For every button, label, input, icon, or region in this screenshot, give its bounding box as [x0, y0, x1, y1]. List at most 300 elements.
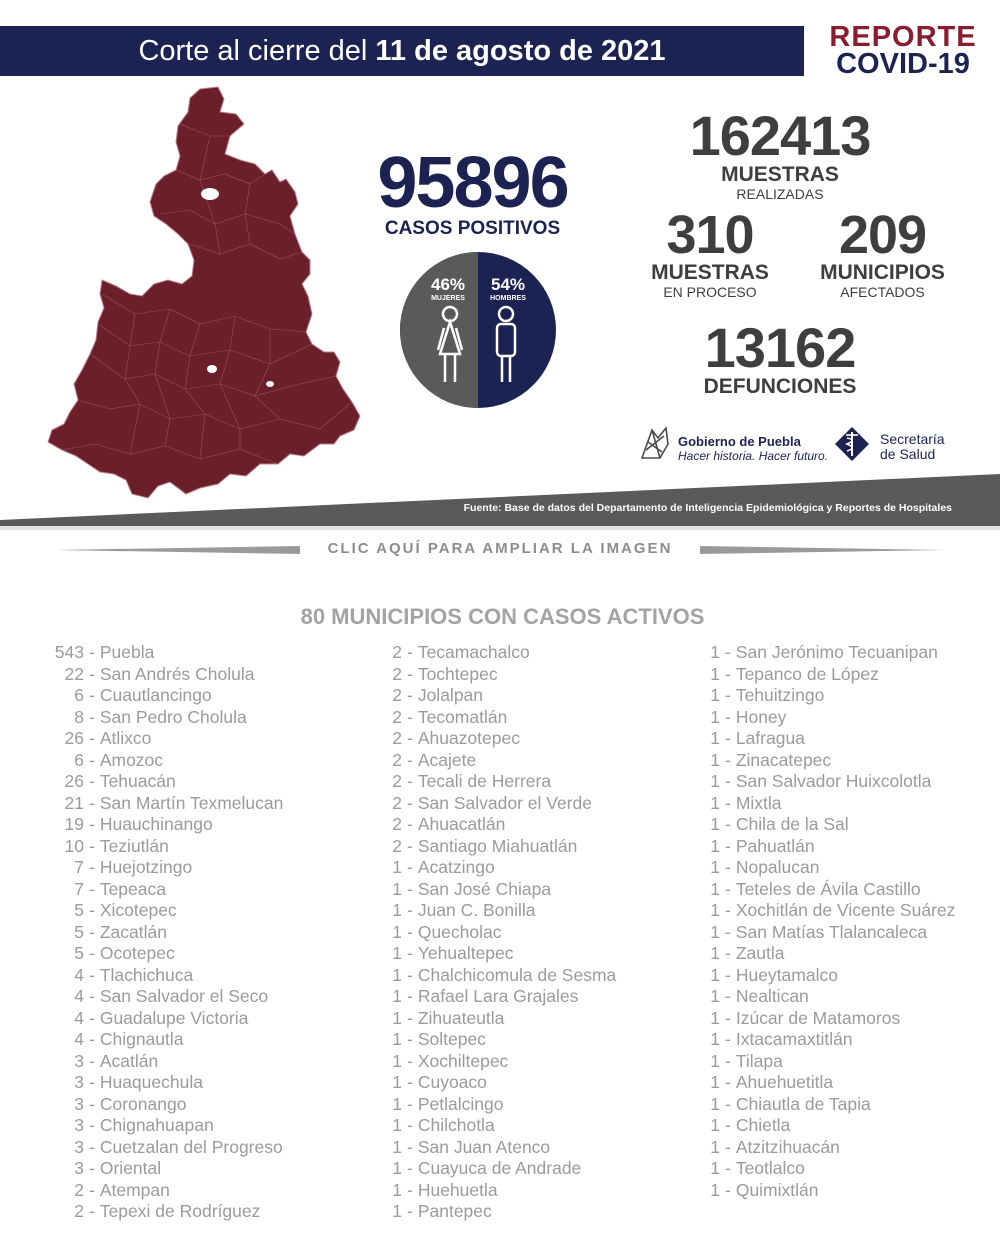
separator-dash: -: [407, 857, 413, 877]
municipality-name: San Martín Texmelucan: [99, 792, 284, 813]
active-cases-count: 1: [392, 900, 402, 920]
separator-dash: -: [89, 1179, 95, 1200]
health-line2: de Salud: [880, 446, 936, 462]
separator-dash: -: [89, 814, 95, 834]
separator-dash: -: [725, 964, 731, 985]
active-cases-count: 3: [74, 1158, 84, 1178]
enlarge-image-link[interactable]: CLIC AQUÍ PARA AMPLIAR LA IMAGEN: [327, 540, 673, 557]
municipality-row: [690, 900, 955, 922]
active-cases-count: 1: [710, 1115, 720, 1135]
active-cases-count: 1: [392, 921, 402, 942]
municipality-name: Tecomatlán: [417, 706, 508, 727]
in-process-value: 310: [666, 205, 754, 265]
active-cases-count: 19: [64, 814, 84, 834]
separator-dash: -: [725, 1093, 731, 1114]
separator-dash: -: [89, 1158, 95, 1178]
municipality-row: [690, 1158, 955, 1180]
municipality-name: Zautla: [735, 943, 785, 963]
active-cases-count: 7: [74, 878, 84, 899]
active-cases-count: 1: [710, 771, 720, 791]
municipality-row: [690, 1115, 955, 1137]
in-process-stat: [630, 205, 790, 300]
municipality-row: [48, 836, 283, 858]
municipality-row: [48, 1201, 283, 1223]
report-date: 11 de agosto de 2021: [375, 35, 666, 67]
in-process-sub: EN PROCESO: [663, 284, 757, 300]
municipalities-stat: [800, 205, 965, 300]
municipality-name: Ahuacatlán: [417, 814, 506, 834]
active-cases-count: 4: [74, 964, 84, 985]
municipality-name: Tepexi de Rodríguez: [99, 1201, 261, 1221]
separator-dash: -: [725, 1007, 731, 1028]
separator-dash: -: [407, 878, 413, 899]
separator-dash: -: [407, 943, 413, 963]
municipality-name: Ocotepec: [99, 943, 175, 963]
deaths-value: 13162: [704, 316, 856, 379]
municipality-row: [372, 900, 616, 922]
positive-cases-label: CASOS POSITIVOS: [384, 218, 561, 239]
municipality-name: San Salvador Huixcolotla: [735, 771, 932, 791]
separator-dash: -: [407, 706, 413, 727]
municipality-name: Rafael Lara Grajales: [417, 986, 579, 1006]
separator-dash: -: [89, 900, 95, 920]
municipality-name: Quecholac: [417, 921, 502, 942]
municipalities-sub: AFECTADOS: [840, 284, 925, 300]
active-cases-count: 1: [710, 878, 720, 899]
municipality-row: [372, 1051, 616, 1073]
municipality-name: San Andrés Cholula: [99, 663, 255, 684]
active-cases-count: 4: [74, 986, 84, 1006]
active-cases-count: 22: [64, 663, 84, 684]
active-cases-count: 3: [74, 1136, 84, 1157]
municipality-name: Nealtican: [735, 986, 809, 1006]
separator-dash: -: [407, 771, 413, 791]
municipality-name: Cuyoaco: [417, 1072, 487, 1092]
separator-dash: -: [725, 1158, 731, 1178]
municipality-row: [690, 750, 955, 772]
separator-dash: -: [725, 1050, 731, 1071]
separator-dash: -: [407, 1158, 413, 1178]
separator-dash: -: [725, 728, 731, 748]
separator-dash: -: [725, 857, 731, 877]
active-cases-count: 4: [74, 1029, 84, 1049]
separator-dash: -: [407, 1029, 413, 1049]
municipality-row: [48, 879, 283, 901]
separator-dash: -: [89, 771, 95, 791]
municipality-row: [372, 1072, 616, 1094]
separator-dash: -: [725, 943, 731, 963]
municipality-name: Ixtacamaxtitlán: [735, 1029, 853, 1049]
municipality-row: [372, 1115, 616, 1137]
active-cases-count: 2: [392, 663, 402, 684]
positive-cases-value: 95896: [377, 143, 568, 223]
positive-cases: [340, 143, 605, 240]
municipality-row: [690, 1008, 955, 1030]
separator-dash: -: [407, 835, 413, 856]
municipality-name: Mixtla: [735, 792, 782, 813]
active-cases-count: 1: [710, 1029, 720, 1049]
separator-dash: -: [407, 1072, 413, 1092]
separator-dash: -: [89, 663, 95, 684]
municipality-row: [372, 1008, 616, 1030]
municipality-name: Petlalcingo: [417, 1093, 504, 1114]
active-cases-count: 1: [710, 1007, 720, 1028]
active-cases-count: 1: [710, 900, 720, 920]
municipality-row: [372, 879, 616, 901]
municipality-row: [48, 1072, 283, 1094]
municipality-name: Zihuateutla: [417, 1007, 505, 1028]
samples-sub: REALIZADAS: [736, 186, 824, 202]
municipality-column-2: [372, 642, 616, 1223]
municipality-row: [48, 1180, 283, 1202]
separator-dash: -: [407, 642, 413, 662]
separator-dash: -: [407, 1007, 413, 1028]
active-cases-count: 1: [392, 964, 402, 985]
municipality-name: San Matías Tlalancaleca: [735, 921, 928, 942]
active-cases-count: 1: [392, 943, 402, 963]
separator-dash: -: [407, 986, 413, 1006]
municipality-row: [48, 1051, 283, 1073]
municipality-row: [48, 750, 283, 772]
active-cases-count: 1: [710, 663, 720, 684]
municipality-name: Tlachichuca: [99, 964, 194, 985]
active-cases-count: 10: [64, 835, 84, 856]
separator-dash: -: [725, 900, 731, 920]
municipality-name: Soltepec: [417, 1029, 486, 1049]
active-cases-count: 1: [392, 1158, 402, 1178]
samples-value: 162413: [689, 104, 871, 167]
active-cases-count: 26: [64, 771, 84, 791]
separator-dash: -: [407, 1115, 413, 1135]
active-cases-count: 2: [392, 706, 402, 727]
active-cases-count: 1: [710, 792, 720, 813]
separator-dash: -: [89, 835, 95, 856]
municipality-row: [372, 922, 616, 944]
municipality-row: [372, 771, 616, 793]
municipality-row: [48, 1008, 283, 1030]
municipality-name: Xicotepec: [99, 900, 177, 920]
active-cases-count: 3: [74, 1093, 84, 1114]
municipality-row: [48, 728, 283, 750]
active-cases-count: 2: [392, 749, 402, 770]
municipality-row: [690, 1029, 955, 1051]
separator-dash: -: [725, 1136, 731, 1157]
municipality-row: [372, 1180, 616, 1202]
municipality-name: Honey: [735, 706, 787, 727]
municipality-name: Santiago Miahuatlán: [417, 835, 578, 856]
active-cases-count: 1: [710, 728, 720, 748]
samples-label: MUESTRAS: [721, 163, 839, 186]
municipality-name: San Jerónimo Tecuanipan: [735, 642, 938, 662]
separator-dash: -: [89, 1201, 95, 1221]
health-caduceus-icon: [834, 426, 870, 462]
active-cases-count: 2: [392, 792, 402, 813]
municipality-name: Atempan: [99, 1179, 170, 1200]
active-cases-count: 3: [74, 1050, 84, 1071]
municipality-row: [690, 664, 955, 686]
municipality-name: Amozoc: [99, 749, 164, 770]
active-cases-count: 1: [392, 878, 402, 899]
in-process-label: MUESTRAS: [651, 261, 769, 284]
municipality-name: San José Chiapa: [417, 878, 552, 899]
active-cases-count: 1: [710, 706, 720, 727]
municipality-row: [372, 1094, 616, 1116]
municipality-name: Chiautla de Tapia: [735, 1093, 871, 1114]
active-cases-count: 2: [74, 1201, 84, 1221]
municipality-row: [48, 664, 283, 686]
municipality-name: Quimixtlán: [735, 1179, 819, 1200]
active-cases-count: 26: [64, 728, 84, 748]
active-cases-count: 1: [392, 1136, 402, 1157]
municipality-name: Acatzingo: [417, 857, 495, 877]
municipality-row: [48, 986, 283, 1008]
municipality-row: [372, 707, 616, 729]
municipality-row: [690, 965, 955, 987]
separator-dash: -: [725, 921, 731, 942]
active-cases-count: 2: [392, 771, 402, 791]
active-cases-count: 5: [74, 900, 84, 920]
municipality-row: [372, 1201, 616, 1223]
municipality-name: Cuetzalan del Progreso: [99, 1136, 283, 1157]
separator-dash: -: [89, 1136, 95, 1157]
separator-dash: -: [89, 749, 95, 770]
separator-dash: -: [407, 1093, 413, 1114]
active-cases-count: 1: [710, 1136, 720, 1157]
separator-dash: -: [725, 749, 731, 770]
active-cases-count: 1: [710, 1093, 720, 1114]
municipality-name: Acajete: [417, 749, 477, 770]
separator-dash: -: [407, 663, 413, 684]
separator-dash: -: [725, 1029, 731, 1049]
active-cases-count: 1: [392, 1007, 402, 1028]
separator-dash: -: [407, 728, 413, 748]
active-cases-count: 1: [392, 986, 402, 1006]
separator-dash: -: [407, 749, 413, 770]
municipality-name: Huauchinango: [99, 814, 213, 834]
active-cases-count: 1: [710, 1179, 720, 1200]
municipality-name: Coronango: [99, 1093, 187, 1114]
men-label: HOMBRES: [490, 295, 526, 302]
municipality-row: [690, 879, 955, 901]
municipality-name: Teziutlán: [99, 835, 169, 856]
separator-dash: -: [725, 1072, 731, 1092]
municipality-name: Pahuatlán: [735, 835, 815, 856]
active-cases-count: 1: [392, 1029, 402, 1049]
separator-dash: -: [407, 1136, 413, 1157]
active-cases-count: 5: [74, 921, 84, 942]
active-cases-count: 4: [74, 1007, 84, 1028]
active-cases-count: 1: [710, 921, 720, 942]
active-cases-count: 1: [710, 642, 720, 662]
separator-dash: -: [407, 1179, 413, 1200]
separator-dash: -: [89, 878, 95, 899]
gender-split-chart: [398, 250, 558, 410]
active-cases-count: 1: [392, 1179, 402, 1200]
separator-dash: -: [407, 792, 413, 813]
municipality-name: Tochtepec: [417, 663, 498, 684]
municipality-row: [690, 728, 955, 750]
municipality-row: [48, 707, 283, 729]
active-cases-count: 5: [74, 943, 84, 963]
active-cases-count: 1: [392, 1115, 402, 1135]
municipality-row: [690, 836, 955, 858]
separator-dash: -: [407, 814, 413, 834]
municipality-name: Atzitzihuacán: [735, 1136, 840, 1157]
women-label: MUJERES: [431, 295, 465, 302]
separator-dash: -: [89, 792, 95, 813]
active-cases-count: 1: [392, 1050, 402, 1071]
municipality-row: [690, 793, 955, 815]
municipality-row: [48, 900, 283, 922]
separator-dash: -: [725, 835, 731, 856]
separator-dash: -: [89, 642, 95, 662]
municipality-row: [372, 1158, 616, 1180]
municipality-name: Chilchotla: [417, 1115, 495, 1135]
municipality-row: [690, 1094, 955, 1116]
municipality-name: Pantepec: [417, 1201, 492, 1221]
separator-dash: -: [89, 1072, 95, 1092]
separator-dash: -: [407, 964, 413, 985]
gov-slogan: Hacer historia. Hacer futuro.: [678, 449, 829, 463]
active-cases-count: 1: [710, 1050, 720, 1071]
municipality-name: Acatlán: [99, 1050, 159, 1071]
health-line1: Secretaría: [880, 431, 945, 447]
municipality-name: Huaquechula: [99, 1072, 203, 1092]
active-cases-count: 1: [710, 685, 720, 705]
municipality-row: [372, 664, 616, 686]
active-cases-count: 1: [392, 857, 402, 877]
municipality-name: Huehuetla: [417, 1179, 498, 1200]
municipality-row: [48, 1137, 283, 1159]
municipality-row: [48, 1094, 283, 1116]
active-cases-count: 1: [710, 964, 720, 985]
separator-dash: -: [725, 685, 731, 705]
municipality-row: [690, 922, 955, 944]
active-cases-count: 2: [74, 1179, 84, 1200]
report-title-line1: REPORTE: [829, 21, 977, 53]
active-cases-count: 2: [392, 814, 402, 834]
municipality-name: San Salvador el Seco: [99, 986, 269, 1006]
municipality-name: Zacatlán: [99, 921, 167, 942]
report-title-line2: COVID-19: [836, 48, 970, 80]
municipality-name: San Salvador el Verde: [417, 792, 592, 813]
active-cases-count: 2: [392, 728, 402, 748]
municipality-row: [48, 1158, 283, 1180]
municipality-name: Jolalpan: [417, 685, 484, 705]
municipality-row: [48, 814, 283, 836]
active-cases-count: 21: [64, 792, 84, 813]
municipality-name: Tecali de Herrera: [417, 771, 552, 791]
municipality-row: [48, 857, 283, 879]
municipality-row: [372, 642, 616, 664]
municipality-row: [372, 943, 616, 965]
active-cases-count: 2: [392, 835, 402, 856]
active-cases-count: 3: [74, 1115, 84, 1135]
municipality-row: [690, 771, 955, 793]
separator-dash: -: [89, 921, 95, 942]
municipalities-value: 209: [838, 205, 927, 265]
municipality-row: [690, 707, 955, 729]
municipality-row: [372, 814, 616, 836]
municipality-column-3: [690, 642, 955, 1201]
municipality-name: Tehuitzingo: [735, 685, 825, 705]
municipality-name: Huejotzingo: [99, 857, 193, 877]
municipality-name: Chietla: [735, 1115, 791, 1135]
gobierno-puebla-emblem-icon: [638, 424, 672, 462]
municipality-row: [690, 814, 955, 836]
active-cases-count: 8: [74, 706, 84, 727]
active-cases-count: 1: [710, 943, 720, 963]
separator-dash: -: [89, 986, 95, 1006]
separator-dash: -: [89, 857, 95, 877]
deaths-stat: [680, 316, 880, 398]
separator-dash: -: [89, 728, 95, 748]
separator-dash: -: [89, 1029, 95, 1049]
active-cases-count: 2: [392, 642, 402, 662]
municipality-name: Chignahuapan: [99, 1115, 214, 1135]
municipality-name: San Juan Atenco: [417, 1136, 551, 1157]
active-cases-count: 543: [54, 642, 84, 662]
municipality-name: Tecamachalco: [417, 642, 530, 662]
active-cases-count: 1: [710, 857, 720, 877]
municipality-row: [48, 922, 283, 944]
municipality-name: Hueytamalco: [735, 964, 838, 985]
municipality-row: [690, 943, 955, 965]
separator-dash: -: [89, 943, 95, 963]
active-cases-count: 1: [710, 1158, 720, 1178]
separator-dash: -: [89, 706, 95, 727]
municipality-row: [690, 1072, 955, 1094]
separator-dash: -: [89, 1115, 95, 1135]
municipality-row: [690, 642, 955, 664]
municipality-name: Xochitlán de Vicente Suárez: [735, 900, 956, 920]
municipality-name: Chila de la Sal: [735, 814, 849, 834]
separator-dash: -: [725, 663, 731, 684]
municipality-row: [690, 986, 955, 1008]
municipality-name: Chignautla: [99, 1029, 184, 1049]
municipality-row: [372, 685, 616, 707]
active-cases-count: 1: [710, 1072, 720, 1092]
municipality-row: [372, 750, 616, 772]
municipality-row: [372, 728, 616, 750]
separator-dash: -: [89, 964, 95, 985]
municipality-name: Zinacatepec: [735, 749, 832, 770]
municipality-row: [48, 793, 283, 815]
municipality-name: Xochiltepec: [417, 1050, 509, 1071]
municipality-row: [372, 965, 616, 987]
municipality-name: Atlixco: [99, 728, 152, 748]
municipality-row: [690, 1051, 955, 1073]
active-cases-count: 1: [710, 835, 720, 856]
municipality-name: Ahuehuetitla: [735, 1072, 834, 1092]
active-cases-count: 6: [74, 749, 84, 770]
municipality-name: Cuayuca de Andrade: [417, 1158, 582, 1178]
separator-dash: -: [725, 1179, 731, 1200]
municipality-name: Tehuacán: [99, 771, 176, 791]
municipality-name: Tepanco de López: [735, 663, 879, 684]
municipality-row: [48, 642, 283, 664]
separator-dash: -: [725, 771, 731, 791]
separator-dash: -: [407, 1050, 413, 1071]
municipality-name: Chalchicomula de Sesma: [417, 964, 617, 985]
municipality-row: [372, 793, 616, 815]
municipality-name: Puebla: [99, 642, 155, 662]
report-title: [818, 21, 988, 80]
separator-dash: -: [725, 792, 731, 813]
municipality-row: [48, 943, 283, 965]
gov-name: Gobierno de Puebla: [678, 434, 801, 449]
active-cases-count: 7: [74, 857, 84, 877]
